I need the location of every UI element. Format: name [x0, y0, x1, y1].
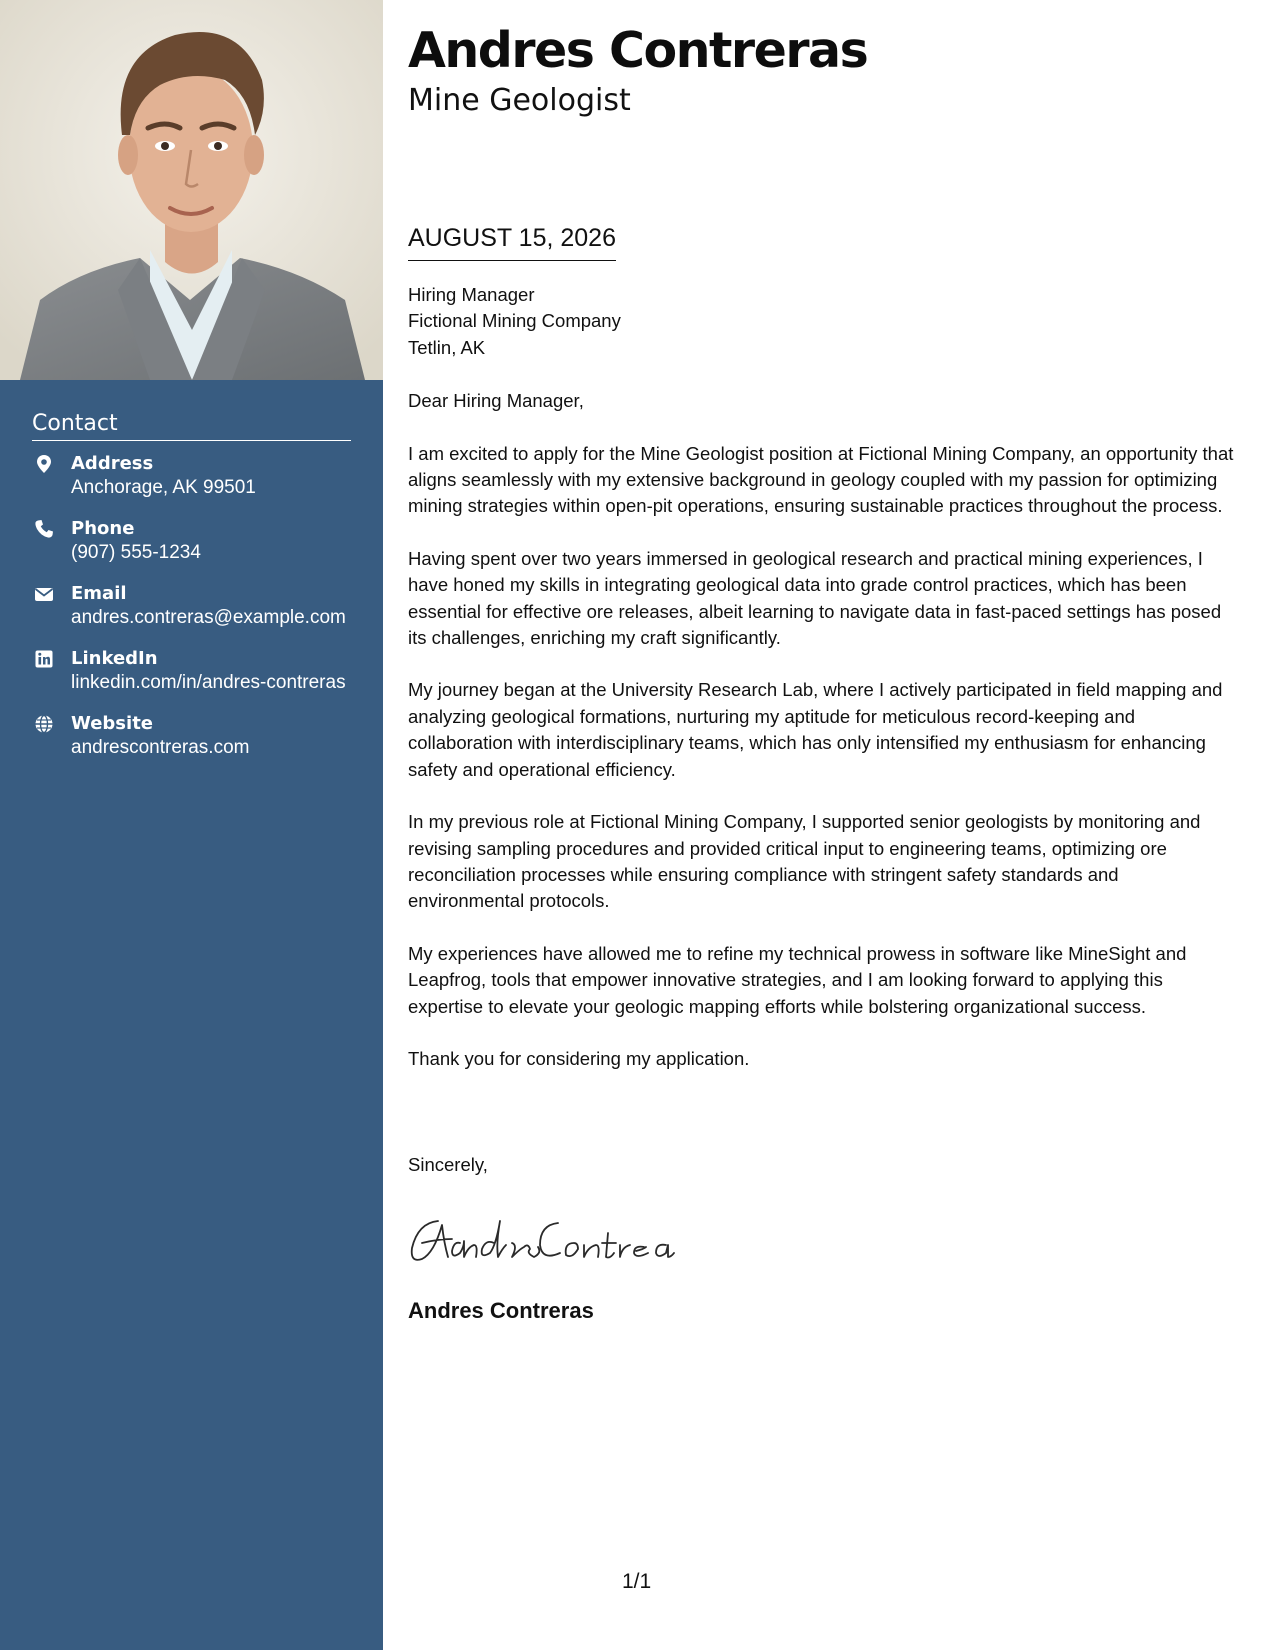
signed-name: Andres Contreras — [408, 1298, 594, 1323]
contact-website — [32, 712, 351, 760]
applicant-name: Andres Contreras — [408, 22, 868, 79]
globe-icon — [34, 714, 54, 734]
contact-linkedin — [32, 647, 351, 695]
recipient-line: Fictional Mining Company — [408, 310, 621, 332]
job-title: Mine Geologist — [408, 83, 631, 118]
recipient-line: Hiring Manager — [408, 284, 535, 305]
linkedin-value[interactable]: linkedin.com/in/andres-contreras — [71, 672, 346, 693]
contact-section — [32, 411, 351, 777]
profile-photo — [0, 0, 383, 380]
email-label: Email — [71, 583, 127, 604]
recipient-line: Tetlin, AK — [408, 336, 486, 358]
address-label: Address — [71, 453, 154, 474]
website-label: Website — [71, 713, 154, 734]
body-paragraph: In my previous role at Fictional Mining Company, I supported senior geologists by monitoring and revising sampling procedures and provided critical input to engineering teams, optimizing ore reconciliation processes while ensuring compliance with stringent safety standards and environmental protocols. — [408, 811, 1201, 912]
salutation: Dear Hiring Manager, — [408, 390, 584, 412]
body-paragraph: I am excited to apply for the Mine Geologist position at Fictional Mining Company, an opportunity that aligns seamlessly with my extensive background in geology coupled with my passion for optimizing mining strategies within open-pit operations, ensuring sustainable practices throughout the process. — [408, 442, 1234, 517]
phone-value: (907) 555-1234 — [71, 542, 201, 563]
website-value[interactable]: andrescontreras.com — [71, 737, 250, 758]
map-pin-icon — [34, 454, 54, 474]
closing: Sincerely, — [408, 1154, 488, 1175]
body-paragraph: My experiences have allowed me to refine my technical prowess in software like MineSight and Leapfrog, tools that empower innovative strategies, and I am looking forward to applying this expertise to elevate your geologic mapping efforts while bolstering organizational success. — [408, 942, 1187, 1017]
contact-address — [32, 452, 351, 500]
address-value: Anchorage, AK 99501 — [71, 477, 256, 498]
letter-date: AUGUST 15, 2026 — [408, 224, 616, 261]
linkedin-icon — [34, 649, 54, 669]
contact-heading: Contact — [32, 411, 351, 441]
linkedin-label: LinkedIn — [71, 648, 158, 669]
contact-email — [32, 582, 351, 630]
letter-body — [408, 282, 1238, 1098]
body-paragraph: Having spent over two years immersed in geological research and practical mining experiences, I have honed my skills in integrating geological data into grade control practices, which has been essential for effective ore releases, albeit learning to navigate data in fast-paced settings has posed its challenges, enriching my craft significantly. — [408, 547, 1222, 649]
email-value[interactable]: andres.contreras@example.com — [71, 607, 346, 628]
phone-label: Phone — [71, 518, 135, 539]
phone-icon — [34, 519, 54, 539]
contact-phone — [32, 517, 351, 565]
body-paragraph: Thank you for considering my application. — [408, 1047, 750, 1069]
handwritten-signature — [408, 1213, 678, 1269]
page-number: 1/1 — [622, 1570, 652, 1593]
envelope-icon — [34, 584, 54, 604]
body-paragraph: My journey began at the University Research Lab, where I actively participated in field mapping and analyzing geological formations, nurturing my aptitude for meticulous record-keeping and collaboration with interdisciplinary teams, which has only intensified my enthusiasm for enhancing safety and operational efficiency. — [408, 679, 1223, 780]
recipient-block — [408, 282, 1238, 361]
sidebar — [0, 0, 383, 1650]
